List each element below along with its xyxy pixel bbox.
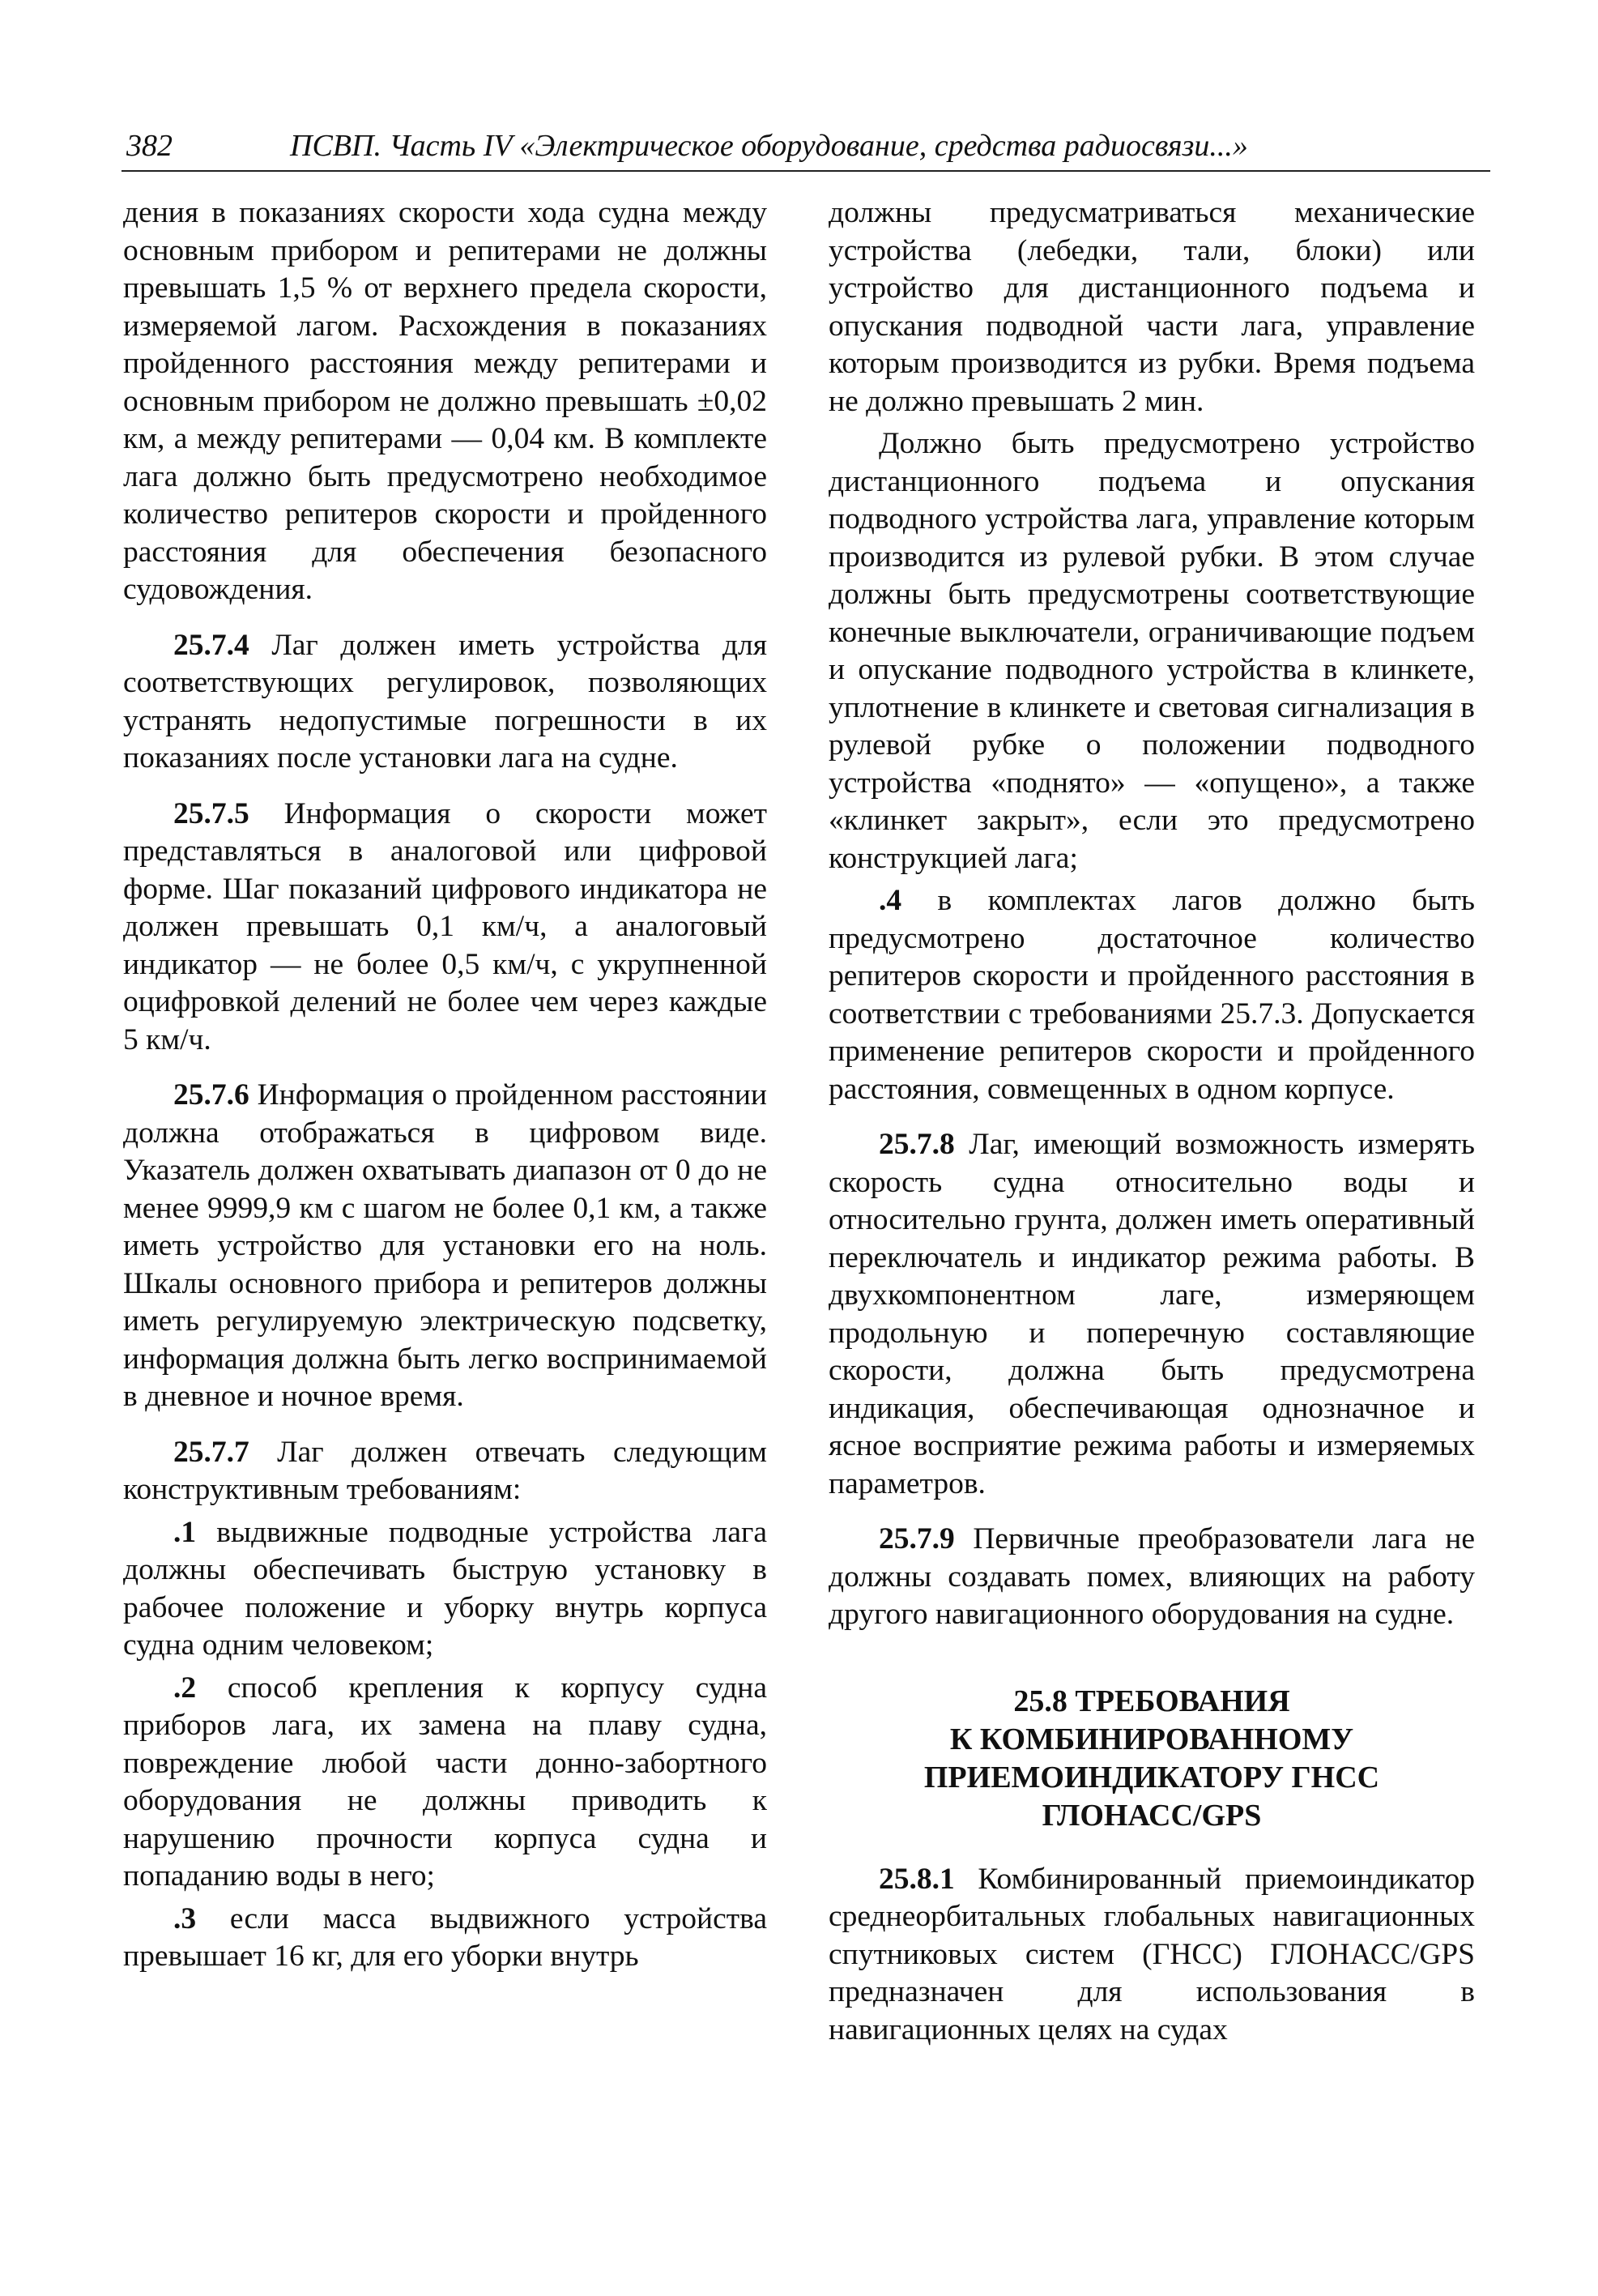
clause-25-7-8 — [829, 1126, 1475, 1503]
clause-number: 25.7.4 — [173, 628, 249, 662]
clause-number: 25.7.6 — [173, 1078, 249, 1112]
item-text: способ крепления к корпусу судна приборов лага, их замена на плаву судна, повреждение любой части донно-забортного оборудования не должны приводить к нарушению прочности корпуса судна и попаданию воды в него; — [123, 1671, 767, 1893]
item-number: .1 — [173, 1515, 197, 1549]
clause-25-7-5 — [123, 796, 767, 1060]
clause-number: 25.8.1 — [879, 1862, 955, 1896]
clause-text: Лаг, имеющий возможность измерять скорость судна относительно воды и относительно грунта, должен иметь оперативный переключатель и индикатор режима работы. В двухкомпонентном лаге, измеряющем продольную и поперечную составляющие скорости, должна быть предусмотрена индикация, обеспечивающая однозначное и ясное восприятие режима работы и измеряемых параметров. — [829, 1128, 1475, 1500]
clause-text: Лаг должен отвечать следующим конструктивным требованиям: — [123, 1435, 767, 1506]
section-heading-line: ГЛОНАСС/GPS — [1042, 1798, 1262, 1833]
list-item-3 — [123, 1901, 767, 1976]
clause-25-7-4 — [123, 627, 767, 778]
clause-text: Информация о пройденном расстоянии должна отображаться в цифровом виде. Указатель должен охватывать диапазон от 0 до не менее 9999,9 км с шагом не более 0,1 км, а также иметь устройство для установки его на ноль. Шкалы основного прибора и репитеров должны иметь регулируемую электрическую подсветку, информация должна быть легко воспринимаемой в дневное и ночное время. — [123, 1078, 767, 1413]
paragraph-continued: должны предусматриваться механические устройства (лебедки, тали, блоки) или устройство для дистанционного подъема и опускания подводной части лага, управление которым производится из рубки. Время подъема не должно превышать 2 мин. — [829, 196, 1475, 418]
clause-number: 25.7.7 — [173, 1435, 249, 1469]
clause-text: Первичные преобразователи лага не должны создавать помех, влияющих на работу другого навигационного оборудования на судне. — [829, 1522, 1475, 1631]
section-heading-line: К КОМБИНИРОВАННОМУ — [949, 1722, 1354, 1756]
clause-text: Информация о скорости может представляться в аналоговой или цифровой форме. Шаг показаний цифрового индикатора не должен превышать 0,1 км/ч, а аналоговый индикатор — не более 0,5 км/ч, с укрупненной оцифровкой делений не более чем через каждые 5 км/ч. — [123, 796, 767, 1056]
item-number: .3 — [173, 1901, 197, 1935]
clause-25-7-6 — [123, 1077, 767, 1416]
paragraph: Должно быть предусмотрено устройство дистанционного подъема и опускания подводного устройства лага, управление которым производится из рулевой рубки. В этом случае должны быть предусмотрены соответствующие конечные выключатели, ограничивающие подъем и опускание подводного устройства в клинкете, уплотнение в клинкете и световая сигнализация в рулевой рубке о положении подводного устройства «поднято» — «опущено», а также «клинкет закрыт», если это предусмотрено конструкцией лага; — [829, 427, 1475, 875]
running-title: ПСВП. Часть IV «Электрическое оборудование, средства радиосвязи...» — [290, 129, 1248, 163]
section-heading-25-8 — [829, 1683, 1475, 1835]
item-text: выдвижные подводные устройства лага должны обеспечивать быструю установку в рабочее положение и уборку внутрь корпуса судна одним человеком; — [123, 1515, 767, 1662]
clause-25-7-7 — [123, 1434, 767, 1509]
clause-number: 25.7.8 — [879, 1128, 955, 1161]
clause-25-8-1 — [829, 1861, 1475, 2050]
clause-text: Комбинированный приемоиндикатор среднеорбитальных глобальных навигационных спутниковых систем (ГНСС) ГЛОНАСС/GPS предназначен для использования в навигационных целях на судах — [829, 1862, 1475, 2046]
item-text: если масса выдвижного устройства превышает 16 кг, для его уборки внутрь — [123, 1901, 767, 1973]
list-item-1 — [123, 1514, 767, 1665]
item-text: в комплектах лагов должно быть предусмотрено достаточное количество репитеров скорости и пройденного расстояния в соответствии с требованиями 25.7.3. Допускается применение репитеров скорости и пройденного расстояния, совмещенных в одном корпусе. — [829, 884, 1475, 1106]
item-number: .2 — [173, 1671, 197, 1705]
list-item-4 — [829, 882, 1475, 1108]
page-number: 382 — [126, 129, 173, 163]
section-heading-line: 25.8 ТРЕБОВАНИЯ — [1013, 1684, 1290, 1718]
paragraph-continued: дения в показаниях скорости хода судна между основным прибором и репитерами не должны превышать 1,5 % от верхнего предела скорости, измеряемой лагом. Расхождения в показаниях пройденного расстояния между репитерами и основным прибором не должно превышать ±0,02 км, а между репитерами — 0,04 км. В комплекте лага должно быть предусмотрено необходимое количество репитеров скорости и пройденного расстояния для обеспечения безопасного судовождения. — [123, 196, 767, 606]
clause-text: Лаг должен иметь устройства для соответствующих регулировок, позволяющих устранять недопустимые погрешности в их показаниях после установки лага на судне. — [123, 628, 767, 775]
item-number: .4 — [879, 884, 902, 917]
clause-25-7-9 — [829, 1521, 1475, 1634]
clause-number: 25.7.9 — [879, 1522, 955, 1556]
list-item-2 — [123, 1670, 767, 1896]
clause-number: 25.7.5 — [173, 796, 249, 830]
running-header — [121, 122, 1490, 172]
right-column — [829, 194, 1475, 2049]
left-column — [123, 194, 767, 1976]
section-heading-line: ПРИЕМОИНДИКАТОРУ ГНСС — [923, 1760, 1380, 1795]
